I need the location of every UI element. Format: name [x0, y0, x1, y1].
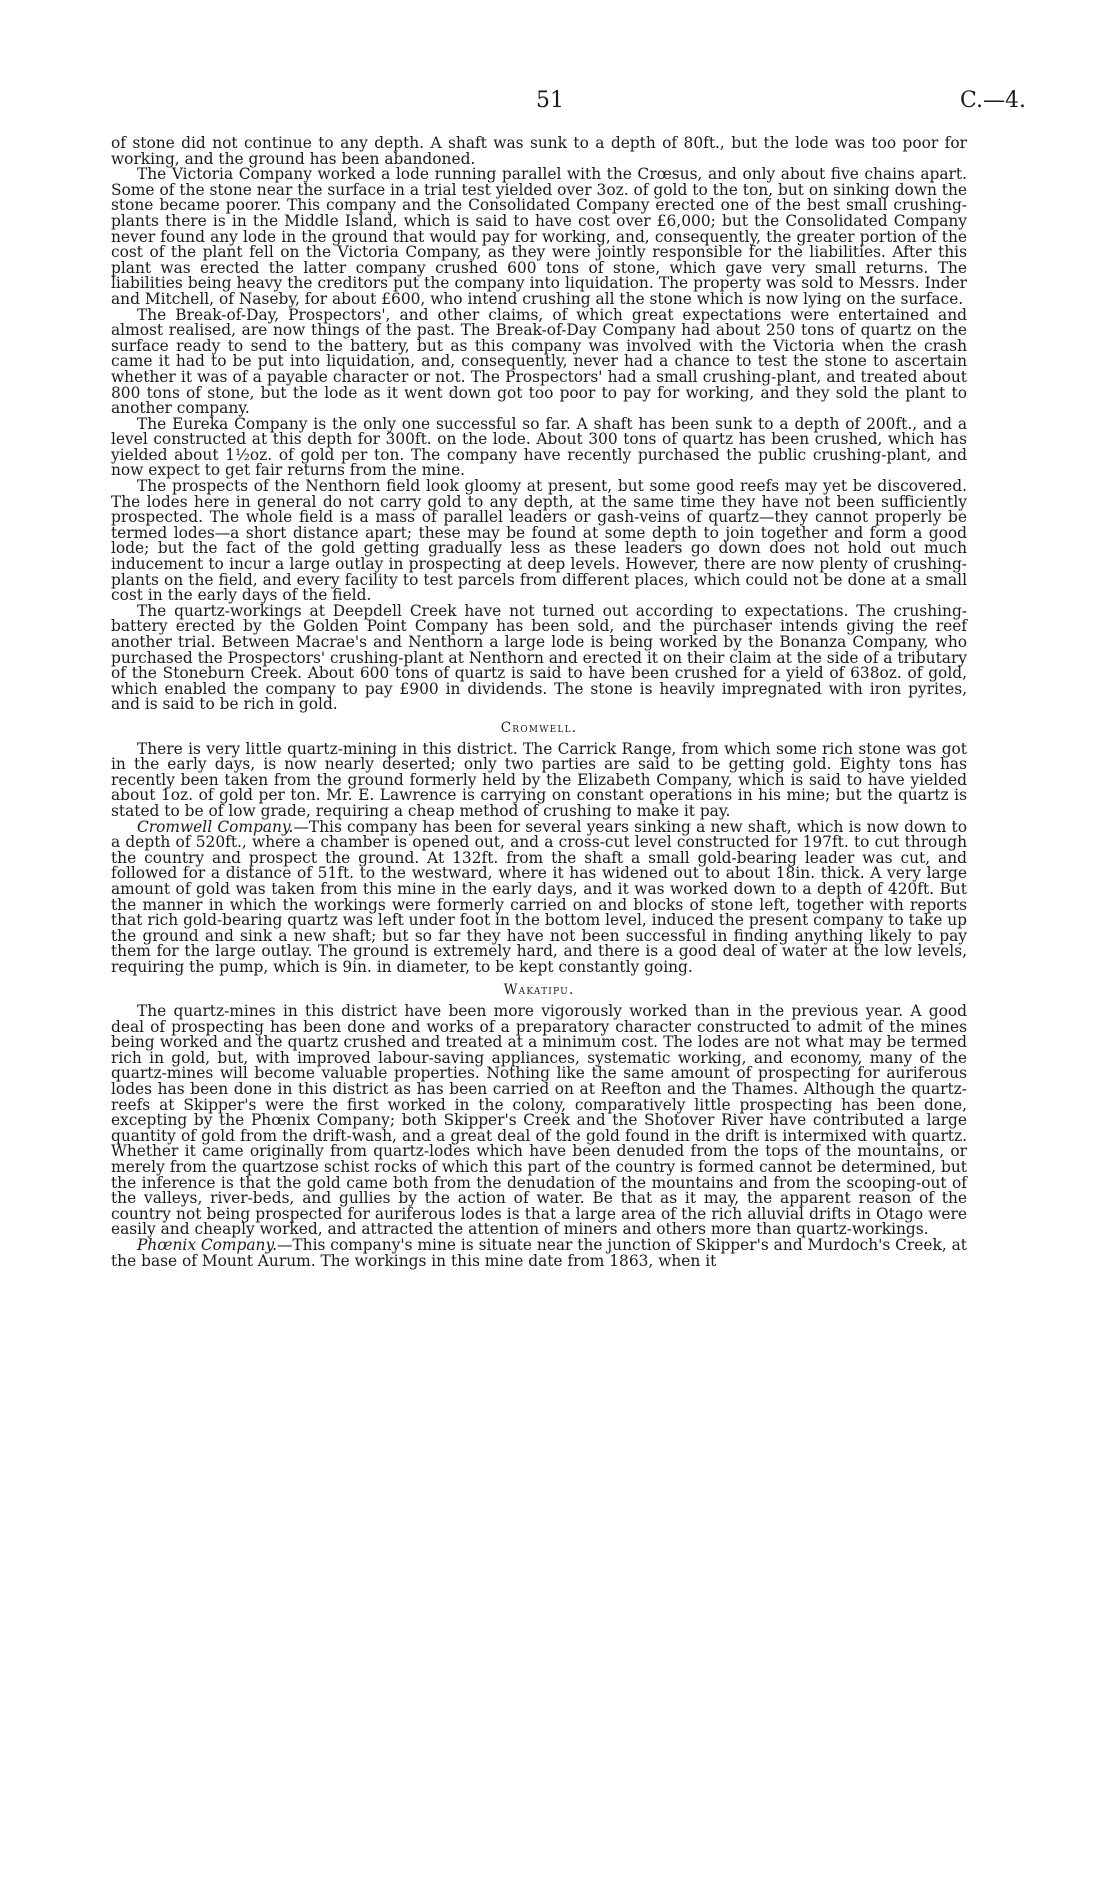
company-name-lead: Cromwell Company. [137, 817, 294, 836]
page-header [0, 88, 1114, 122]
paragraph-cromwell-company [111, 817, 967, 976]
section-heading-wakatipu: Wakatipu. [503, 982, 575, 999]
paragraph-deepdell-creek: The quartz-workings at Deepdell Creek have not turned out according to expectations. The crushing-battery erected by the Golden Point Company has been sold, and the purchaser intends giving the reef another trial. Between Macrae's and Nenthorn a large lode is being worked by the Bonanza Company, who purchased the Prospectors' crushing-plant at Nenthorn and erected it on their claim at the side of a tributary of the Stoneburn Creek. About 600 tons of quartz is said to have been crushed for a yield of 638oz. of gold, which enabled the company to pay £900 in dividends. The stone is heavily impregnated with iron pyrites, and is said to be rich in gold. [111, 601, 967, 714]
paragraph-text: —This company's mine is situate near the junction of Skipper's and Murdoch's Creek, at the base of Mount Aurum. The workings in this mine date from 1863, when it [111, 1235, 967, 1270]
paragraph-phoenix-company [111, 1235, 967, 1270]
paragraph-wakatipu-district: The quartz-mines in this district have been more vigorously worked than in the previous year. A good deal of prospecting has been done and works of a preparatory character constructed to admit of the mines being worked and the quartz crushed and treated at a minimum cost. The lodes are not what may be termed rich in gold, but, with improved labour-saving appliances, systematic working, and economy, many of the quartz-mines will become valuable properties. Nothing like the same amount of prospecting for auriferous lodes has been done in this district as has been carried on at Reefton and the Thames. Although the quartz-reefs at Skipper's were the first worked in the colony, comparatively little prospecting has been done, excepting by the Phœnix Company; both Skipper's Creek and the Shotover River have contributed a large quantity of gold from the drift-wash, and a great deal of the gold found in the drift is intermixed with quartz. Whether it came originally from quartz-lodes which have been denuded from the tops of the mountains, or merely from the quartzose schist rocks of which this part of the country is formed cannot be determined, but the inference is that the gold came both from the denudation of the mountains and from the scooping-out of the valleys, river-beds, and gullies by the action of water. Be that as it may, the apparent reason of the country not being prospected for auriferous lodes is that a large area of the rich alluvial drifts in Otago were easily and cheaply worked, and attracted the attention of miners and others more than quartz-workings. [111, 1002, 967, 1239]
paragraph-text: —This company has been for several years sinking a new shaft, which is now down to a depth of 520ft., where a chamber is opened out, and a cross-cut level constructed for 197ft. to cut through the country and prospect the ground. At 132ft. from the shaft a small gold-bearing leader was cut, and followed for a distance of 51ft. to the westward, where it has widened out to about 18in. thick. A very large amount of gold was taken from this mine in the early days, and it was worked down to a depth of 420ft. But the manner in which the workings were formerly carried on and blocks of stone left, together with reports that rich gold-bearing quartz was left under foot in the bottom level, induced the present company to take up the ground and sink a new shaft; but so far they have not been successful in finding anything likely to pay them for the large outlay. The ground is extremely hard, and there is a good deal of water at the low levels, requiring the pump, which is 9in. in diameter, to be kept constantly going. [111, 817, 967, 976]
paragraph-break-of-day: The Break-of-Day, Prospectors', and other claims, of which great expectations were entertained and almost realised, are now things of the past. The Break-of-Day Company had about 250 tons of quartz on the surface ready to send to the battery, but as this company was involved with the Victoria when the crash came it had to be put into liquidation, and, consequently, never had a chance to test the stone to ascertain whether it was of a payable character or not. The Prospectors' had a small crushing-plant, and treated about 800 tons of stone, but the lode as it went down got too poor to pay for working, and they sold the plant to another company. [111, 305, 967, 418]
section-heading-cromwell: Cromwell. [500, 719, 578, 736]
paragraph-victoria-company: The Victoria Company worked a lode running parallel with the Crœsus, and only about five chains apart. Some of the stone near the surface in a trial test yielded over 3oz. of gold to the ton, but on sinking down the stone became poorer. This company and the Consolidated Company erected one of the best small crushing-plants there is in the Middle Island, which is said to have cost over £6,000; but the Consolidated Company never found any lode in the ground that would pay for working, and, consequently, the greater portion of the cost of the plant fell on the Victoria Company, as they were jointly responsible for the liabilities. After this plant was erected the latter company crushed 600 tons of stone, which gave very small returns. The liabilities being heavy the creditors put the company into liquidation. The property was sold to Messrs. Inder and Mitchell, of Naseby, for about £600, who intend crushing all the stone which is now lying on the surface. [111, 165, 967, 308]
paragraph-nenthorn-prospects: The prospects of the Nenthorn field look gloomy at present, but some good reefs may yet be discovered. The lodes here in general do not carry gold to any depth, at the same time they have not been sufficiently prospected. The whole field is a mass of parallel leaders or gash-veins of quartz—they cannot properly be termed lodes—a short distance apart; these may be found at some depth to join together and form a good lode; but the fact of the gold getting gradually less as these leaders go down does not hold out much inducement to incur a large outlay in prospecting at deep levels. However, there are now plenty of crushing-plants on the field, and every facility to test parcels from different places, which could not be done at a small cost in the early days of the field. [111, 477, 967, 605]
paragraph-croesus-end: of stone did not continue to any depth. A shaft was sunk to a depth of 80ft., but the lode was too poor for working, and the ground has been abandoned. [111, 134, 967, 168]
page-number: 51 [536, 88, 564, 113]
document-body [111, 136, 967, 1269]
paragraph-eureka-company: The Eureka Company is the only one successful so far. A shaft has been sunk to a depth of 200ft., and a level constructed at this depth for 300ft. on the lode. About 300 tons of quartz has been crushed, which has yielded about 1½oz. of gold per ton. The company have recently purchased the public crushing-plant, and now expect to get fair returns from the mine. [111, 414, 967, 480]
document-reference: C.—4. [959, 88, 1026, 113]
paragraph-cromwell-district: There is very little quartz-mining in this district. The Carrick Range, from which some rich stone was got in the early days, is now nearly deserted; only two parties are said to be getting gold. Eighty tons has recently been taken from the ground formerly held by the Elizabeth Company, which is said to have yielded about 1oz. of gold per ton. Mr. E. Lawrence is carrying on constant operations in his mine; but the quartz is stated to be of low grade, requiring a cheap method of crushing to make it pay. [111, 739, 967, 820]
company-name-lead: Phœnix Company. [137, 1235, 278, 1254]
